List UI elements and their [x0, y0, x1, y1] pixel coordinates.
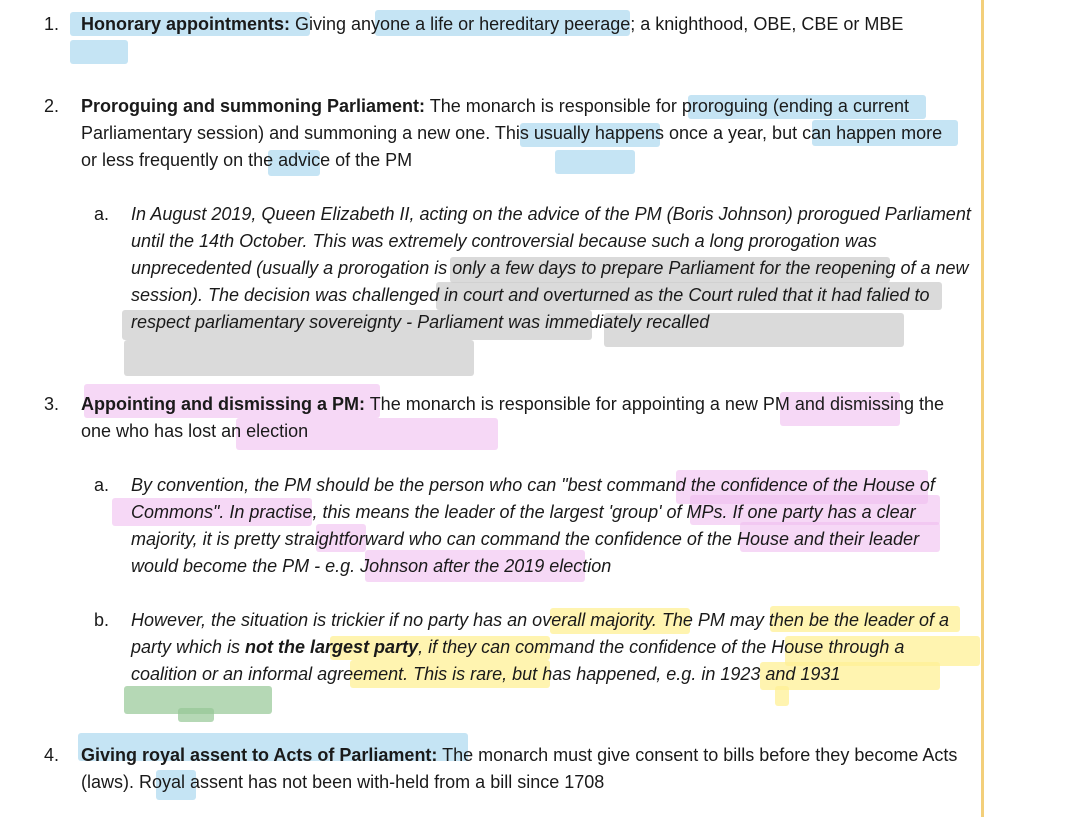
item-text: Giving anyone a life or hereditary peerage; a knighthood, OBE, CBE or MBE: [290, 14, 904, 34]
list-number: 1.: [44, 14, 60, 34]
list-number: 2.: [44, 96, 60, 116]
sub-letter: a.: [94, 475, 110, 495]
margin-line: [981, 0, 984, 817]
list-number: 4.: [44, 745, 60, 765]
highlight-stroke: [124, 340, 474, 376]
item-text: The monarch must give consent to bills before they become Acts (laws). Royal assent has not been with-held from a bill since 1708: [81, 745, 958, 792]
list-item-body: [81, 93, 961, 174]
sub-letter: a.: [94, 204, 110, 224]
highlight-stroke: [775, 686, 789, 706]
list-number: 3.: [44, 394, 60, 414]
sub-text-part: , if they can command the confidence of the House through a coalition or an informal agreement. This is rare, but has happened, e.g. in 1923 and 1931: [131, 637, 905, 684]
sub-item-text: By convention, the PM should be the person who can "best command the confidence of the House of Commons". In practise, this means the leader of the largest 'group' of MPs. If one party has a clear majority, it is pretty straightforward who can command the confidence of the House and their leader would become the PM - e.g. Johnson after the 2019 election: [131, 475, 935, 576]
list-item-body: [81, 11, 961, 38]
sub-item-text: [131, 607, 971, 688]
item-title: Honorary appointments:: [81, 14, 291, 34]
item-text: The monarch is responsible for appointing a new PM and dismissing the one who has lost an election: [81, 394, 944, 441]
item-title: Proroguing and summoning Parliament:: [81, 96, 426, 116]
item-title: Giving royal assent to Acts of Parliament:: [81, 745, 438, 765]
highlight-stroke: [70, 40, 128, 64]
item-text: The monarch is responsible for proroguing (ending a current Parliamentary session) and summoning a new one. This usually happens once a year, but can happen more or less frequently on the advice of the PM: [81, 96, 943, 170]
sub-item-text: In August 2019, Queen Elizabeth II, acting on the advice of the PM (Boris Johnson) prorogued Parliament until the 14th October. This was extremely controversial because such a long prorogation was unprecedented (usually a prorogation is only a few days to prepare Parliament for the reopening of a new session). The decision was challenged in court and overturned as the Court ruled that it had falied to respect parliamentary sovereignty - Parliament was immediately recalled: [131, 204, 971, 332]
list-item-body: [81, 742, 961, 796]
sub-text-part: However, the situation is trickier if no party has an overall majority. The PM may then be the leader of a party which is: [131, 610, 950, 657]
bold-phrase: not the largest party: [245, 637, 419, 657]
item-title: Appointing and dismissing a PM:: [81, 394, 366, 414]
sub-letter: b.: [94, 610, 110, 630]
list-item-body: [81, 391, 961, 445]
highlight-stroke: [178, 708, 214, 722]
